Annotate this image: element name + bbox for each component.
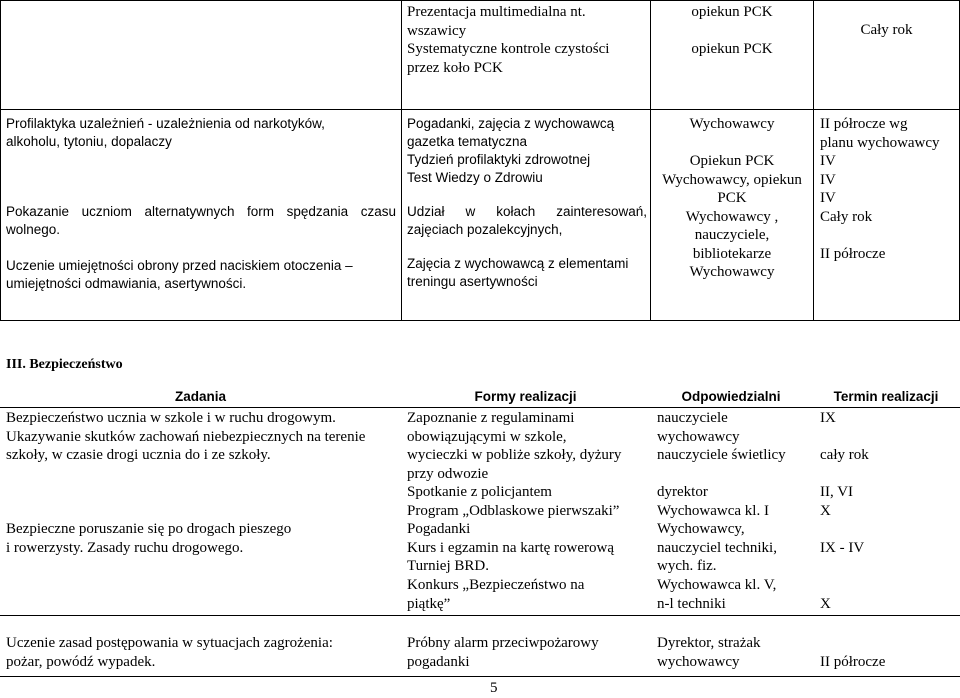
term-line: II półrocze xyxy=(820,654,886,670)
term-line: X xyxy=(820,503,831,519)
form-line: Tydzień profilaktyki zdrowotnej xyxy=(407,152,591,167)
responsible-line: nauczyciel techniki, xyxy=(657,540,777,556)
tasks-cell xyxy=(6,115,396,293)
form-line: Zajęcia z wychowawcą z elementami xyxy=(407,256,629,271)
responsible-line: Wychowawca kl. I xyxy=(657,503,769,519)
responsible-line: dyrektor xyxy=(657,484,708,500)
term-line: IV xyxy=(820,171,836,188)
task-line: wolnego. xyxy=(6,222,61,237)
form-line: Systematyczne kontrole czystości xyxy=(407,41,610,57)
form-line: Pogadanki xyxy=(407,521,471,537)
section-title: III. Bezpieczeństwo xyxy=(6,357,123,372)
responsible-cell xyxy=(651,3,813,58)
term-line: cały rok xyxy=(820,447,869,463)
responsible-line: Opiekun PCK xyxy=(689,153,775,169)
responsible-line: Wychowawca kl. V, xyxy=(657,577,777,593)
form-line: Prezentacja multimedialna nt. xyxy=(407,4,586,20)
term-line: II półrocze xyxy=(820,245,886,262)
responsible-line: Dyrektor, strażak xyxy=(657,635,761,651)
task-line: pożar, powódź wypadek. xyxy=(6,654,156,670)
responsible-line: opiekun PCK xyxy=(691,40,773,57)
form-line: obowiązującymi w szkole, xyxy=(407,429,567,445)
form-line: wszawicy xyxy=(407,22,467,39)
responsible-line: PCK xyxy=(717,190,747,206)
header-responsible: Odpowiedzialni xyxy=(681,389,781,404)
form-line: Pogadanki, zajęcia z wychowawcą xyxy=(407,116,615,131)
term-line: II półrocze wg xyxy=(820,116,908,132)
task-line: Uczenie umiejętności obrony przed naciskiem otoczenia – xyxy=(6,258,353,273)
responsible-line: wychowawcy xyxy=(657,429,740,445)
form-line: przy odwozie xyxy=(407,466,489,482)
responsible-line: Wychowawcy, opiekun xyxy=(662,171,802,188)
page-number: 5 xyxy=(490,680,498,696)
form-line: Turniej BRD. xyxy=(407,558,489,574)
task-line: Bezpieczne poruszanie się po drogach pieszego xyxy=(6,521,292,537)
term-cell xyxy=(820,115,958,263)
responsible-line: nauczyciele świetlicy xyxy=(657,447,786,463)
task-line: szkoły, w czasie drogi ucznia do i ze szkoły. xyxy=(6,447,271,463)
form-line: wycieczki w pobliże szkoły, dyżury xyxy=(407,447,622,463)
forms-cell xyxy=(407,3,647,77)
responsible-line: Wychowawcy , xyxy=(685,208,779,225)
responsible-line: Wychowawcy xyxy=(689,116,775,132)
header-forms: Formy realizacji xyxy=(474,389,577,404)
responsible-line: nauczyciele xyxy=(657,410,728,426)
forms-cell xyxy=(407,115,647,291)
responsible-line: opiekun PCK xyxy=(691,4,773,20)
form-line: zajęciach pozalekcyjnych, xyxy=(407,222,563,237)
form-line: treningu asertywności xyxy=(407,274,538,289)
form-line: Spotkanie z policjantem xyxy=(407,484,552,500)
responsible-line: n-l techniki xyxy=(657,596,726,612)
task-line: Bezpieczeństwo ucznia w szkole i w ruchu drogowym. xyxy=(6,410,336,426)
responsible-line: Wychowawcy, xyxy=(657,521,745,537)
form-line: Próbny alarm przeciwpożarowy xyxy=(407,635,599,651)
form-line: Udział w kołach zainteresowań, xyxy=(407,204,647,219)
term-line: planu wychowawcy xyxy=(820,134,940,151)
responsible-cell xyxy=(651,115,813,282)
term-cell: Cały rok xyxy=(860,22,913,38)
term-line: II, VI xyxy=(820,484,854,500)
term-line: X xyxy=(820,596,831,612)
responsible-line: Wychowawcy xyxy=(689,264,775,280)
form-line: pogadanki xyxy=(407,654,470,670)
term-line: Cały rok xyxy=(820,208,873,225)
responsible-line: nauczyciele, xyxy=(694,227,770,243)
task-line: i rowerzysty. Zasady ruchu drogowego. xyxy=(6,540,244,556)
task-line: umiejętności odmawiania, asertywności. xyxy=(6,276,247,291)
responsible-line: wychowawcy xyxy=(657,654,740,670)
form-line: piątkę” xyxy=(407,596,451,612)
responsible-line: wych. fiz. xyxy=(657,558,717,574)
term-line: IX - IV xyxy=(820,540,865,556)
task-line: Pokazanie uczniom alternatywnych form spędzania czasu xyxy=(6,204,396,219)
form-line: Kurs i egzamin na kartę rowerową xyxy=(407,540,614,556)
form-line: gazetka tematyczna xyxy=(407,134,528,149)
form-line: Konkurs „Bezpieczeństwo na xyxy=(407,577,585,593)
task-line: alkoholu, tytoniu, dopalaczy xyxy=(6,134,172,149)
term-line: IV xyxy=(820,190,836,206)
form-line: Program „Odblaskowe pierwszaki” xyxy=(407,503,620,519)
responsible-line: bibliotekarze xyxy=(692,245,772,262)
form-line: Zapoznanie z regulaminami xyxy=(407,410,575,426)
header-term: Termin realizacji xyxy=(833,389,939,404)
task-line: Uczenie zasad postępowania w sytuacjach zagrożenia: xyxy=(6,635,333,651)
term-line: IX xyxy=(820,410,836,426)
top-table xyxy=(0,0,960,321)
term-line: IV xyxy=(820,153,836,169)
form-line: Test Wiedzy o Zdrowiu xyxy=(407,170,543,185)
header-tasks: Zadania xyxy=(174,389,226,404)
task-line: Profilaktyka uzależnień - uzależnienia od narkotyków, xyxy=(6,116,325,131)
form-line: przez koło PCK xyxy=(407,59,503,76)
task-line: Ukazywanie skutków zachowań niebezpiecznych na terenie xyxy=(6,429,366,445)
